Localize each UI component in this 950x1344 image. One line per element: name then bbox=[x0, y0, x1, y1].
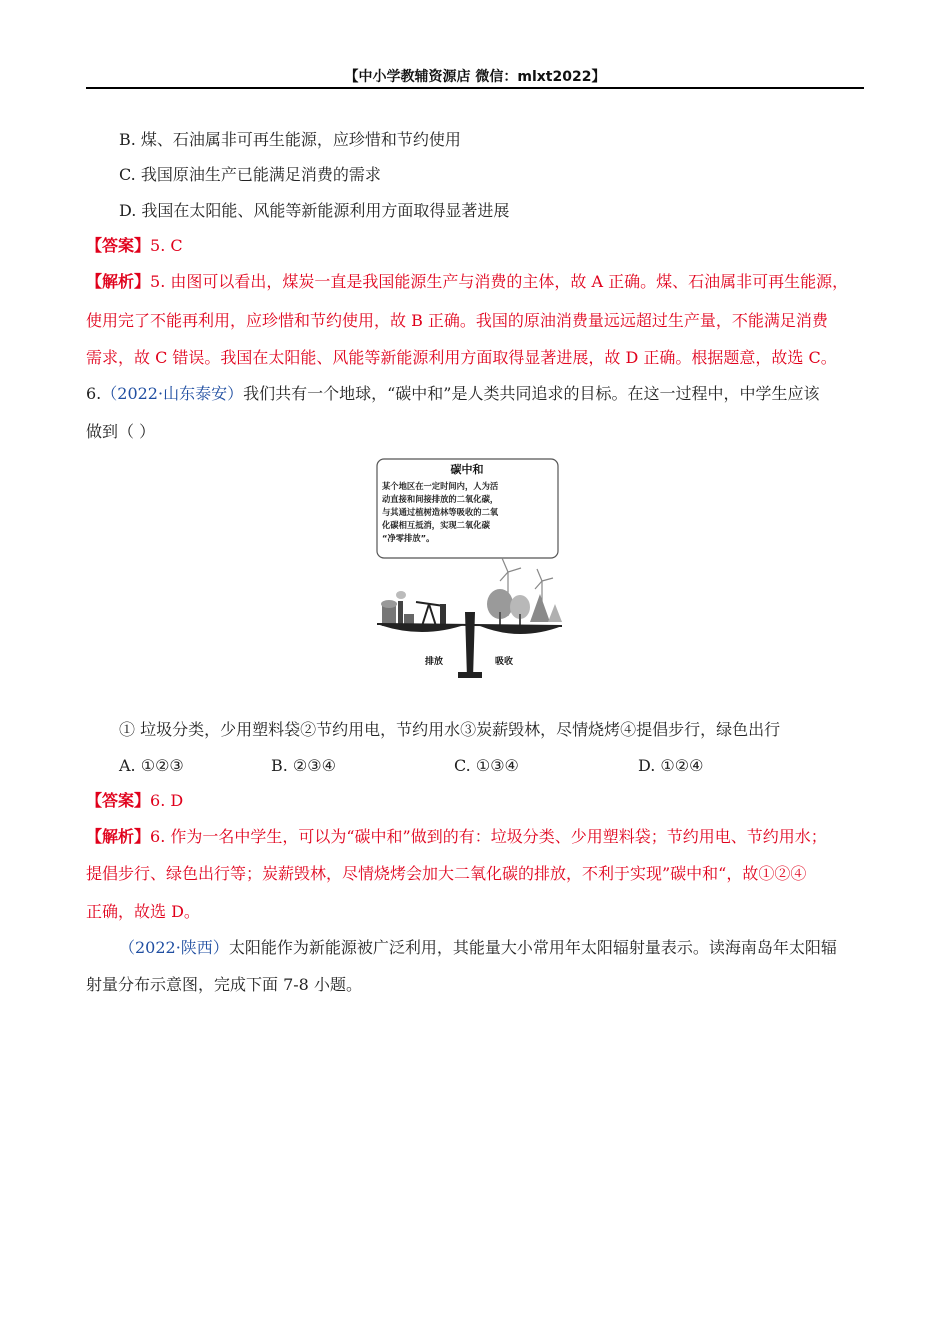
q6-analysis-line-3: 正确，故选 D。 bbox=[86, 902, 200, 921]
analysis-label: 【解析】 bbox=[86, 827, 151, 846]
q5-option-c: C. 我国原油生产已能满足消费的需求 bbox=[119, 165, 381, 184]
q6-stem-text: 我们共有一个地球，“碳中和”是人类共同追求的目标。在这一过程中，中学生应该 bbox=[243, 384, 820, 403]
q6-statements: ① 垃圾分类，少用塑料袋②节约用电，节约用水③炭薪毁林，尽情烧烤④提倡步行，绿色出行 bbox=[119, 720, 781, 739]
q78-stem-line-1 bbox=[119, 938, 837, 958]
q5-analysis-line-3: 需求，故 C 错误。我国在太阳能、风能等新能源利用方面取得显著进展，故 D 正确。根据题意，故选 C。 bbox=[86, 348, 837, 367]
q78-stem-text: 太阳能作为新能源被广泛利用，其能量大小常用年太阳辐射量表示。读海南岛年太阳辐 bbox=[228, 938, 837, 957]
carbon-neutrality-figure bbox=[372, 454, 572, 680]
box-line-2: 动直接和间接排放的二氧化碳， bbox=[382, 494, 499, 504]
answer-value: 6. D bbox=[150, 791, 184, 810]
analysis-label: 【解析】 bbox=[86, 272, 151, 291]
q6-option-d: D. ①②④ bbox=[638, 756, 704, 775]
q6-option-b: B. ②③④ bbox=[271, 756, 336, 775]
q6-number: 6. bbox=[86, 384, 102, 403]
box-line-4: 化碳相互抵消，实现二氧化碳 bbox=[382, 520, 490, 530]
q5-option-d: D. 我国在太阳能、风能等新能源利用方面取得显著进展 bbox=[119, 201, 510, 220]
q5-answer bbox=[86, 236, 183, 256]
q6-answer bbox=[86, 791, 183, 811]
box-title: 碳中和 bbox=[450, 463, 484, 476]
label-absorption: 吸收 bbox=[494, 657, 514, 667]
label-emission: 排放 bbox=[424, 657, 444, 667]
q5-option-b: B. 煤、石油属非可再生能源，应珍惜和节约使用 bbox=[119, 130, 461, 149]
analysis-text: 6. 作为一名中学生，可以为“碳中和”做到的有：垃圾分类、少用塑料袋；节约用电、节约用水； bbox=[150, 827, 827, 846]
q78-source: （2022·陕西） bbox=[119, 938, 229, 957]
q5-analysis-line-2: 使用完了不能再利用，应珍惜和节约使用，故 B 正确。我国的原油消费量远远超过生产量，不能满足消费 bbox=[86, 311, 828, 330]
q6-source: （2022·山东泰安） bbox=[101, 384, 244, 403]
box-line-3: 与其通过植树造林等吸收的二氧 bbox=[382, 507, 499, 517]
answer-value: 5. C bbox=[150, 236, 183, 255]
q6-option-a: A. ①②③ bbox=[119, 756, 184, 775]
q6-stem-line-1 bbox=[86, 384, 819, 404]
analysis-text: 5. 由图可以看出，煤炭一直是我国能源生产与消费的主体，故 A 正确。煤、石油属非可再生能源， bbox=[150, 272, 849, 291]
q6-option-c: C. ①③④ bbox=[454, 756, 519, 775]
q6-analysis-line-2: 提倡步行、绿色出行等；炭薪毁林，尽情烧烤会加大二氧化碳的排放，不利于实现”碳中和“，故①②④ bbox=[86, 864, 807, 883]
page-header: 【中小学教辅资源店 微信：mlxt2022】 bbox=[344, 69, 606, 85]
box-line-1: 某个地区在一定时间内，人为活 bbox=[382, 481, 499, 491]
factory-icon bbox=[381, 591, 414, 626]
q6-analysis-line-1 bbox=[86, 827, 827, 847]
oil-pump-icon bbox=[416, 602, 446, 626]
q78-stem-line-2: 射量分布示意图，完成下面 7-8 小题。 bbox=[86, 975, 362, 994]
answer-label: 【答案】 bbox=[86, 236, 151, 255]
answer-label: 【答案】 bbox=[86, 791, 151, 810]
box-line-5: “净零排放”。 bbox=[382, 533, 435, 543]
q6-stem-line-2: 做到（ ） bbox=[86, 422, 156, 441]
q5-analysis-line-1 bbox=[86, 272, 848, 292]
header-rule bbox=[86, 87, 864, 89]
trees-icon bbox=[487, 589, 562, 626]
